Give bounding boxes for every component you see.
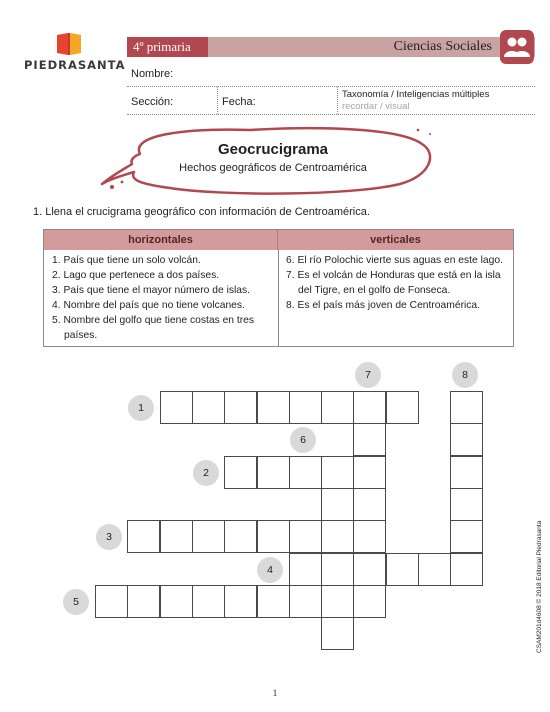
crossword-cell[interactable] <box>257 391 290 424</box>
crossword-cell[interactable] <box>450 520 483 553</box>
crossword-cell[interactable] <box>224 520 257 553</box>
crossword-cell[interactable] <box>353 585 386 618</box>
crossword-cell[interactable] <box>353 553 386 586</box>
crossword-cell[interactable] <box>224 585 257 618</box>
page-title: Geocrucigrama <box>217 141 329 158</box>
crossword-cell[interactable] <box>386 391 419 424</box>
crossword-cell[interactable] <box>192 585 225 618</box>
crossword-cell[interactable] <box>353 520 386 553</box>
clue-number-2: 2 <box>193 460 219 486</box>
clue-item: 6. El río Polochic vierte sus aguas en este lago. <box>286 255 503 266</box>
crossword-cell[interactable] <box>450 391 483 424</box>
crossword-cell[interactable] <box>257 456 290 489</box>
crossword-cell[interactable] <box>289 456 322 489</box>
horizontal-header: horizontales <box>44 230 278 250</box>
crossword-cell[interactable] <box>289 391 322 424</box>
crossword-cell[interactable] <box>257 520 290 553</box>
clue-item: 4. Nombre del país que no tiene volcanes. <box>52 300 245 311</box>
crossword-cell[interactable] <box>224 391 257 424</box>
crossword-cell[interactable] <box>321 391 354 424</box>
taxonomy-label: Taxonomía / Inteligencias múltiples <box>342 89 490 100</box>
crossword-cell[interactable] <box>450 488 483 521</box>
clue-number-7: 7 <box>355 362 381 388</box>
clue-item: 5. Nombre del golfo que tiene costas en tres países. <box>52 315 255 341</box>
crossword-cell[interactable] <box>127 520 160 553</box>
page-subtitle: Hechos geográficos de Centroamérica <box>179 162 367 174</box>
crossword-cell[interactable] <box>386 553 419 586</box>
subject-title: Ciencias Sociales <box>393 39 492 54</box>
nombre-label: Nombre: <box>131 68 174 80</box>
crossword-cell[interactable] <box>192 391 225 424</box>
clue-number-8: 8 <box>452 362 478 388</box>
crossword-cell[interactable] <box>353 423 386 456</box>
crossword-cell[interactable] <box>321 617 354 650</box>
crossword-cell[interactable] <box>321 520 354 553</box>
clue-item: 1. País que tiene un solo volcán. <box>52 255 201 266</box>
crossword-cell[interactable] <box>257 585 290 618</box>
crossword-cell[interactable] <box>289 553 322 586</box>
clue-item: 8. Es el país más joven de Centroamérica. <box>286 300 481 311</box>
crossword-cell[interactable] <box>224 456 257 489</box>
crossword-cell[interactable] <box>321 488 354 521</box>
clue-number-3: 3 <box>96 524 122 550</box>
crossword-cell[interactable] <box>160 520 193 553</box>
seccion-label: Sección: <box>131 96 174 108</box>
crossword-cell[interactable] <box>450 553 483 586</box>
clue-number-5: 5 <box>63 589 89 615</box>
clue-item: 2. Lago que pertenece a dos países. <box>52 270 220 281</box>
crossword-cell[interactable] <box>321 456 354 489</box>
crossword-cell[interactable] <box>418 553 451 586</box>
crossword-cell[interactable] <box>353 391 386 424</box>
clue-number-6: 6 <box>290 427 316 453</box>
crossword-cell[interactable] <box>289 520 322 553</box>
crossword-cell[interactable] <box>450 423 483 456</box>
taxonomy-sub: recordar / visual <box>342 101 410 112</box>
crossword-cell[interactable] <box>95 585 128 618</box>
crossword-cell[interactable] <box>321 553 354 586</box>
fecha-label: Fecha: <box>222 96 256 108</box>
clue-number-4: 4 <box>257 557 283 583</box>
crossword-cell[interactable] <box>160 391 193 424</box>
clue-number-1: 1 <box>128 395 154 421</box>
page-number: 1 <box>272 688 278 698</box>
vertical-header: verticales <box>278 230 513 250</box>
crossword-cell[interactable] <box>289 585 322 618</box>
clue-item: 3. País que tiene el mayor número de islas. <box>52 285 251 296</box>
crossword-cell[interactable] <box>127 585 160 618</box>
clue-item: 7. Es el volcán de Honduras que está en la isla del Tigre, en el golfo de Fonseca. <box>286 270 501 296</box>
crossword-cell[interactable] <box>192 520 225 553</box>
crossword-cell[interactable] <box>160 585 193 618</box>
crossword-cell[interactable] <box>321 585 354 618</box>
copyright-text: CSAM201d4608 © 2018 Editorial Piedrasanta <box>536 520 543 653</box>
crossword-cell[interactable] <box>450 456 483 489</box>
brand-name: PIEDRASANTA <box>24 58 126 72</box>
crossword-cell[interactable] <box>353 488 386 521</box>
instruction: 1. Llena el crucigrama geográfico con información de Centroamérica. <box>33 206 370 218</box>
crossword-cell[interactable] <box>353 456 386 489</box>
grade-label: 4º primaria <box>127 37 208 57</box>
